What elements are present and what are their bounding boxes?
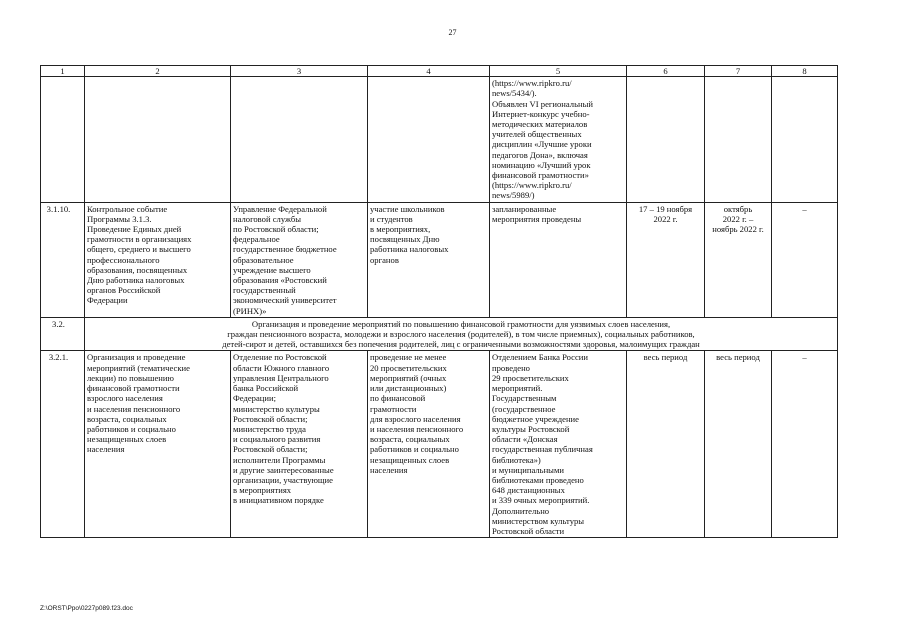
text-line: взрослого населения [87, 393, 163, 404]
text-line: грамотности в организациях [87, 234, 192, 245]
executor-cell [231, 351, 368, 538]
header-cell: 2 [85, 66, 231, 77]
text-line: Дню работника налоговых [87, 275, 185, 286]
text-line: области Южного главного [233, 362, 330, 373]
planned-date-cell: весь период [705, 351, 772, 538]
text-line: 2022 г. – [722, 213, 754, 224]
text-line: участие школьников [370, 203, 445, 214]
header-cell: 4 [368, 66, 490, 77]
actual-date-cell: весь период [627, 351, 705, 538]
text-line: работников и социально [87, 423, 176, 434]
text-line: культуры Ростовской [492, 423, 570, 434]
text-line: методических материалов [492, 119, 588, 130]
text-line: населения [370, 464, 408, 475]
text-line: возраста, социальных [87, 413, 167, 424]
text-line: финансовой грамотности» [492, 170, 589, 181]
text-line: Интернет-конкурс учебно- [492, 108, 590, 119]
page-number: 27 [448, 28, 457, 37]
text-line: (государственное [492, 403, 556, 414]
text-line: министерство труда [233, 423, 306, 434]
text-line: номинацию «Лучший урок [492, 159, 591, 170]
text-line: посвященных Дню [370, 234, 440, 245]
text-line: области «Донская [492, 434, 558, 445]
text-line: Ростовской области [492, 525, 565, 536]
text-line: по финансовой [370, 393, 426, 404]
text-line: (https://www.ripkro.ru/ [492, 180, 572, 191]
text-line: по Ростовской области; [233, 224, 319, 235]
text-line: news/5989/) [492, 190, 535, 201]
text-line: 20 просветительских [370, 362, 447, 373]
text-line: общего, среднего и высшего [87, 244, 191, 255]
row-number: 3.1.10. [41, 202, 85, 317]
text-line: незащищенных слоев [87, 434, 167, 445]
text-line: (https://www.ripkro.ru/ [492, 78, 572, 89]
text-line: мероприятий. [492, 383, 543, 394]
text-line: Дополнительно [492, 505, 550, 516]
event-cell [85, 202, 231, 317]
text-line: запланированные [492, 203, 557, 214]
text-line: детей-сирот и детей, оставшихся без попечения родителей, лиц с ограниченными возможностями здоровья, малоимущих граждан [222, 339, 700, 350]
text-line: мероприятий (очных [370, 372, 447, 383]
note-cell: – [772, 351, 838, 538]
text-line: министерство культуры [233, 403, 320, 414]
table-row-3-2 [41, 317, 838, 351]
text-line: в мероприятиях, [370, 224, 431, 235]
text-line: финансовой грамотности [87, 383, 180, 394]
header-cell: 3 [231, 66, 368, 77]
header-cell: 7 [705, 66, 772, 77]
file-path-footer: Z:\ORST\Ppo\0227p089.f23.doc [40, 605, 133, 612]
text-line: возраста, социальных [370, 434, 450, 445]
text-line: (РИНХ)» [233, 305, 267, 316]
actual-date-cell [627, 202, 705, 317]
text-line: образования «Ростовский [233, 275, 327, 286]
text-line: организации, участвующие [233, 474, 333, 485]
text-line: незащищенных слоев [370, 454, 450, 465]
text-line: населения [87, 444, 125, 455]
text-line: и муниципальными [492, 464, 564, 475]
event-cell [85, 351, 231, 538]
text-line: ноябрь 2022 г. [712, 224, 764, 235]
text-line: и населения пенсионного [87, 403, 181, 414]
header-cell: 1 [41, 66, 85, 77]
text-line: педагогов Дона», включая [492, 149, 588, 160]
text-line: Федерации [87, 295, 128, 306]
text-line: октябрь [723, 203, 753, 214]
expected-result-cell [368, 351, 490, 538]
text-line: налоговой службы [233, 213, 301, 224]
text-line: 2022 г. [653, 213, 678, 224]
text-line: банка Российской [233, 383, 299, 394]
text-line: в мероприятиях [233, 485, 292, 496]
text-line: дисциплин «Лучшие уроки [492, 139, 592, 150]
text-line: Управление Федеральной [233, 203, 327, 214]
text-line: профессионального [87, 254, 160, 265]
text-line: грамотности [370, 403, 417, 414]
text-line: Отделение по Ростовской [233, 352, 327, 363]
text-line: 648 дистанционных [492, 485, 565, 496]
text-line: Организация и проведение мероприятий по повышению финансовой грамотности для уязвимых слоев населения, [251, 318, 671, 329]
text-line: Программы 3.1.3. [87, 213, 152, 224]
text-line: органов Российской [87, 285, 161, 296]
program-table [40, 65, 838, 538]
text-line: Отделением Банка России [492, 352, 588, 363]
text-line: образовательное [233, 254, 294, 265]
text-line: и другие заинтересованные [233, 464, 334, 475]
expected-result-cell [368, 202, 490, 317]
result-cell [490, 77, 627, 202]
header-cell: 6 [627, 66, 705, 77]
text-line: образования, посвященных [87, 264, 188, 275]
text-line: Контрольное событие [87, 203, 168, 214]
text-line: государственная публичная [492, 444, 593, 455]
text-line: федеральное [233, 234, 280, 245]
text-line: Государственным [492, 393, 557, 404]
text-line: бюджетное учреждение [492, 413, 579, 424]
result-cell [490, 202, 627, 317]
text-line: государственный [233, 285, 296, 296]
row-number: 3.2.1. [41, 351, 85, 538]
text-line: Организация и проведение [87, 352, 186, 363]
text-line: библиотека») [492, 454, 541, 465]
text-line: проведено [492, 362, 530, 373]
text-line: лекции) по повышению [87, 372, 174, 383]
note-cell: – [772, 202, 838, 317]
result-cell [490, 351, 627, 538]
text-line: news/5434/). [492, 88, 537, 99]
header-cell: 8 [772, 66, 838, 77]
text-line: органов [370, 254, 399, 265]
text-line: учителей общественных [492, 129, 582, 140]
text-line: 17 – 19 ноября [638, 203, 693, 214]
row-number: 3.2. [41, 317, 85, 351]
table-row-3-1-10 [41, 202, 838, 317]
header-row [41, 66, 838, 77]
text-line: граждан пенсионного возраста, молодежи и взрослого населения (родителей), в том числе приемных), социальных работников, [227, 329, 695, 340]
text-line: мероприятий (тематические [87, 362, 190, 373]
text-line: и населения пенсионного [370, 423, 464, 434]
section-title [85, 317, 838, 351]
text-line: Федерации; [233, 393, 276, 404]
text-line: 29 просветительских [492, 372, 569, 383]
text-line: в инициативном порядке [233, 495, 324, 506]
text-line: работников и социально [370, 444, 459, 455]
text-line: и 339 очных мероприятий. [492, 495, 590, 506]
text-line: работника налоговых [370, 244, 449, 255]
text-line: библиотеками проведено [492, 474, 584, 485]
text-line: Ростовской области; [233, 444, 308, 455]
text-line: и социального развития [233, 434, 321, 445]
text-line: управления Центрального [233, 372, 329, 383]
text-line: или дистанционных) [370, 383, 447, 394]
text-line: министерством культуры [492, 515, 585, 526]
text-line: экономический университет [233, 295, 337, 306]
planned-date-cell [705, 202, 772, 317]
header-cell: 5 [490, 66, 627, 77]
text-line: для взрослого населения [370, 413, 461, 424]
text-line: мероприятия проведены [492, 213, 582, 224]
text-line: учреждение высшего [233, 264, 311, 275]
text-line: государственное бюджетное [233, 244, 337, 255]
text-line: исполнители Программы [233, 454, 326, 465]
text-line: проведение не менее [370, 352, 447, 363]
text-line: и студентов [370, 213, 413, 224]
table-row-3-2-1 [41, 351, 838, 538]
text-line: Объявлен VI региональный [492, 98, 593, 109]
executor-cell [231, 202, 368, 317]
text-line: Ростовской области; [233, 413, 308, 424]
text-line: Проведение Единых дней [87, 224, 182, 235]
table-row-continuation [41, 77, 838, 202]
